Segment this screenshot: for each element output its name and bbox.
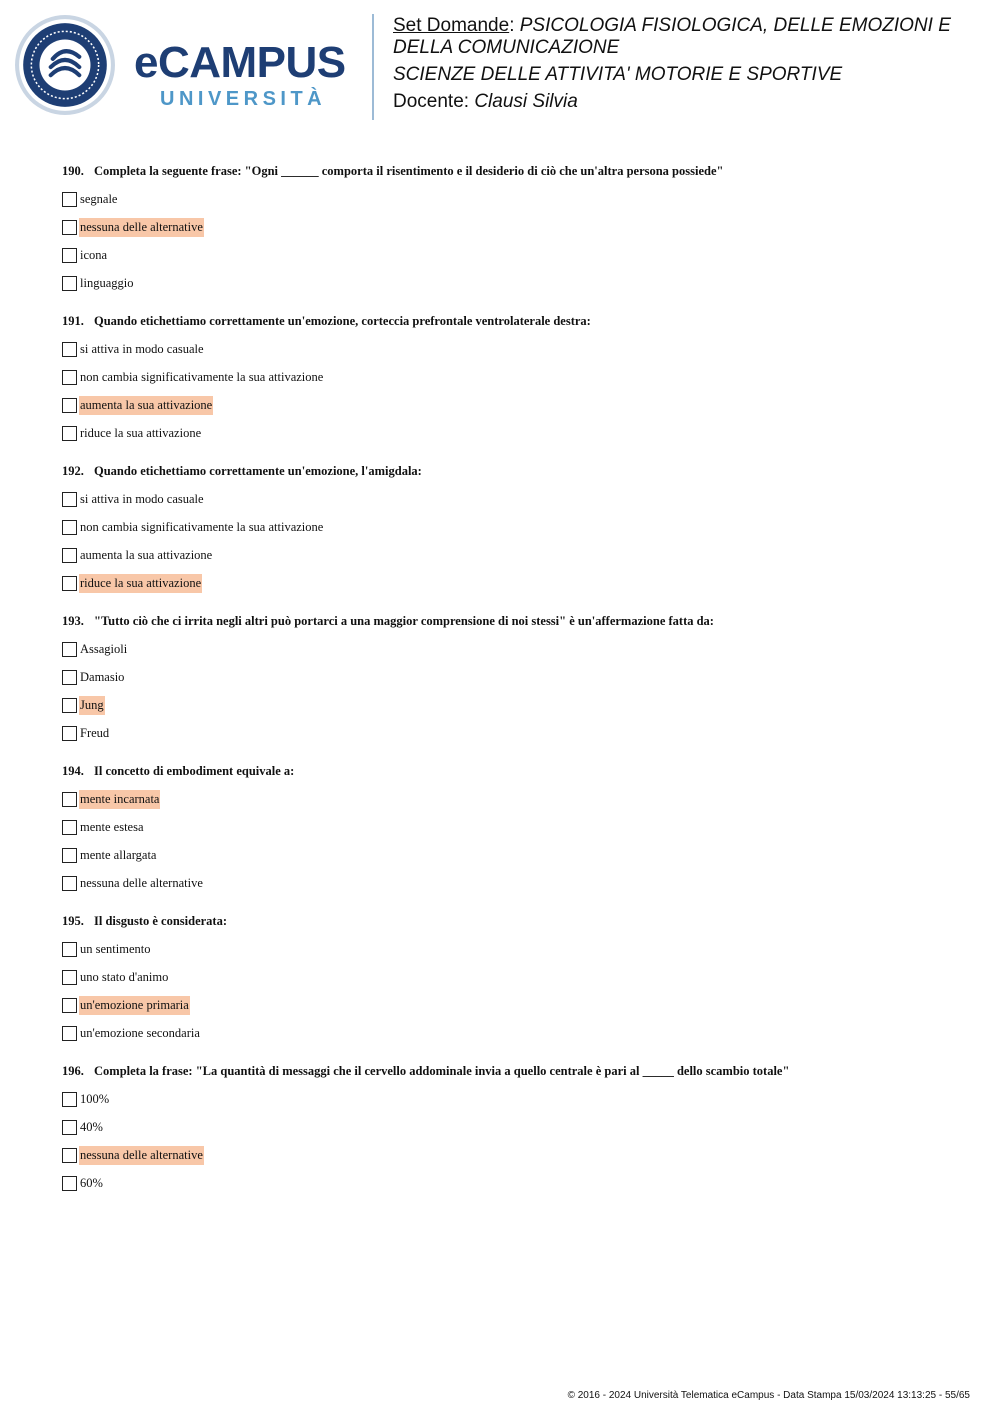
page-header	[0, 0, 1000, 135]
ecampus-seal-logo	[14, 14, 116, 116]
set-colon: :	[509, 15, 515, 36]
answer-text: non cambia significativamente la sua attivazione	[80, 519, 324, 534]
question-title	[62, 613, 962, 629]
answer-option[interactable]	[62, 1019, 962, 1047]
checkbox[interactable]	[62, 492, 77, 507]
answer-option[interactable]	[62, 541, 962, 569]
answer-text: un'emozione secondaria	[80, 1025, 200, 1040]
answer-text: si attiva in modo casuale	[80, 341, 204, 356]
question-number: 193.	[62, 614, 84, 628]
answer-option[interactable]	[62, 391, 962, 419]
answer-text: si attiva in modo casuale	[80, 491, 204, 506]
question-number: 191.	[62, 314, 84, 328]
question-title	[62, 1063, 962, 1079]
answer-text: un sentimento	[80, 941, 151, 956]
answer-option[interactable]	[62, 513, 962, 541]
checkbox[interactable]	[62, 342, 77, 357]
answer-option[interactable]	[62, 1141, 962, 1169]
answer-option[interactable]	[62, 1085, 962, 1113]
checkbox[interactable]	[62, 792, 77, 807]
question-number: 190.	[62, 164, 84, 178]
answer-option[interactable]	[62, 719, 962, 747]
answer-option[interactable]	[62, 1169, 962, 1197]
answer-option[interactable]	[62, 691, 962, 719]
answer-text: linguaggio	[80, 275, 134, 290]
course-title: PSICOLOGIA FISIOLOGICA, DELLE EMOZIONI E DELLA COMUNICAZIONE	[393, 15, 951, 58]
answer-text: Assagioli	[80, 641, 128, 656]
question-3	[62, 463, 962, 597]
checkbox[interactable]	[62, 576, 77, 591]
checkbox[interactable]	[62, 276, 77, 291]
checkbox[interactable]	[62, 248, 77, 263]
question-text: "Tutto ciò che ci irrita negli altri può portarci a una maggior comprensione di noi stessi" è un'affermazione fatta da:	[94, 614, 714, 628]
answer-text: segnale	[80, 191, 118, 206]
checkbox[interactable]	[62, 698, 77, 713]
header-divider	[372, 14, 374, 120]
answer-option[interactable]	[62, 485, 962, 513]
answer-option[interactable]	[62, 213, 962, 241]
question-4	[62, 613, 962, 747]
answer-text: nessuna delle alternative	[80, 875, 203, 890]
question-title	[62, 913, 962, 929]
docente-label: Docente:	[393, 91, 470, 112]
answer-text: aumenta la sua attivazione	[80, 547, 213, 562]
question-number: 192.	[62, 464, 84, 478]
answer-option[interactable]	[62, 1113, 962, 1141]
answer-option[interactable]	[62, 991, 962, 1019]
checkbox[interactable]	[62, 220, 77, 235]
question-6	[62, 913, 962, 1047]
course-line	[393, 15, 983, 59]
checkbox[interactable]	[62, 370, 77, 385]
answer-option[interactable]	[62, 269, 962, 297]
answer-text: icona	[80, 247, 108, 262]
docente-name: Clausi Silvia	[474, 91, 578, 112]
question-title	[62, 463, 962, 479]
question-text: Il concetto di embodiment equivale a:	[94, 764, 295, 778]
page-footer: © 2016 - 2024 Università Telematica eCampus - Data Stampa 15/03/2024 13:13:25 - 55/65	[567, 1390, 970, 1401]
checkbox[interactable]	[62, 642, 77, 657]
set-label: Set Domande	[393, 15, 510, 36]
question-number: 196.	[62, 1064, 84, 1078]
checkbox[interactable]	[62, 548, 77, 563]
answer-text-highlighted: un'emozione primaria	[79, 996, 190, 1015]
logo-wordmark: eCAMPUS	[134, 38, 346, 87]
checkbox[interactable]	[62, 970, 77, 985]
answer-text-highlighted: mente incarnata	[79, 790, 160, 809]
checkbox[interactable]	[62, 398, 77, 413]
checkbox[interactable]	[62, 876, 77, 891]
answer-text: 100%	[80, 1091, 110, 1106]
checkbox[interactable]	[62, 848, 77, 863]
answer-text-highlighted: nessuna delle alternative	[79, 1146, 204, 1165]
question-text: Completa la seguente frase: "Ogni ______ comporta il risentimento e il desiderio di ciò che un'altra persona possiede"	[94, 164, 724, 178]
answer-option[interactable]	[62, 241, 962, 269]
answer-text: mente allargata	[80, 847, 157, 862]
answer-text-highlighted: Jung	[79, 696, 105, 715]
question-list	[62, 163, 962, 1213]
question-title	[62, 763, 962, 779]
header-info	[393, 15, 983, 118]
answer-text: riduce la sua attivazione	[80, 425, 202, 440]
answer-text: non cambia significativamente la sua attivazione	[80, 369, 324, 384]
answer-option[interactable]	[62, 663, 962, 691]
question-7	[62, 1063, 962, 1197]
question-number: 195.	[62, 914, 84, 928]
answer-text: Damasio	[80, 669, 125, 684]
question-title	[62, 163, 962, 179]
checkbox[interactable]	[62, 726, 77, 741]
answer-text: mente estesa	[80, 819, 144, 834]
answer-option[interactable]	[62, 363, 962, 391]
answer-text: 60%	[80, 1175, 103, 1190]
answer-option[interactable]	[62, 569, 962, 597]
checkbox[interactable]	[62, 1148, 77, 1163]
question-number: 194.	[62, 764, 84, 778]
question-text: Il disgusto è considerata:	[94, 914, 227, 928]
answer-option[interactable]	[62, 785, 962, 813]
question-5	[62, 763, 962, 897]
checkbox[interactable]	[62, 942, 77, 957]
checkbox[interactable]	[62, 426, 77, 441]
question-text: Completa la frase: "La quantità di messaggi che il cervello addominale invia a quello centrale è pari al _____ dello scambio totale"	[94, 1064, 790, 1078]
docente-line	[393, 91, 983, 113]
checkbox[interactable]	[62, 1120, 77, 1135]
logo-subtitle: UNIVERSITÀ	[160, 88, 327, 110]
answer-option[interactable]	[62, 335, 962, 363]
answer-text: uno stato d'animo	[80, 969, 169, 984]
question-title	[62, 313, 962, 329]
answer-option[interactable]	[62, 419, 962, 447]
answer-text-highlighted: nessuna delle alternative	[79, 218, 204, 237]
checkbox[interactable]	[62, 1176, 77, 1191]
degree-line	[393, 64, 983, 86]
question-text: Quando etichettiamo correttamente un'emozione, corteccia prefrontale ventrolaterale destra:	[94, 314, 591, 328]
answer-option[interactable]	[62, 635, 962, 663]
answer-text: 40%	[80, 1119, 103, 1134]
checkbox[interactable]	[62, 192, 77, 207]
answer-text: Freud	[80, 725, 110, 740]
answer-option[interactable]	[62, 841, 962, 869]
answer-text-highlighted: aumenta la sua attivazione	[79, 396, 213, 415]
degree-name: SCIENZE DELLE ATTIVITA' MOTORIE E SPORTIVE	[393, 64, 843, 85]
question-text: Quando etichettiamo correttamente un'emozione, l'amigdala:	[94, 464, 422, 478]
answer-option[interactable]	[62, 813, 962, 841]
answer-option[interactable]	[62, 963, 962, 991]
answer-text-highlighted: riduce la sua attivazione	[79, 574, 202, 593]
question-2	[62, 313, 962, 447]
answer-option[interactable]	[62, 935, 962, 963]
checkbox[interactable]	[62, 820, 77, 835]
answer-option[interactable]	[62, 869, 962, 897]
question-1	[62, 163, 962, 297]
checkbox[interactable]	[62, 1092, 77, 1107]
answer-option[interactable]	[62, 185, 962, 213]
checkbox[interactable]	[62, 1026, 77, 1041]
checkbox[interactable]	[62, 998, 77, 1013]
checkbox[interactable]	[62, 520, 77, 535]
checkbox[interactable]	[62, 670, 77, 685]
